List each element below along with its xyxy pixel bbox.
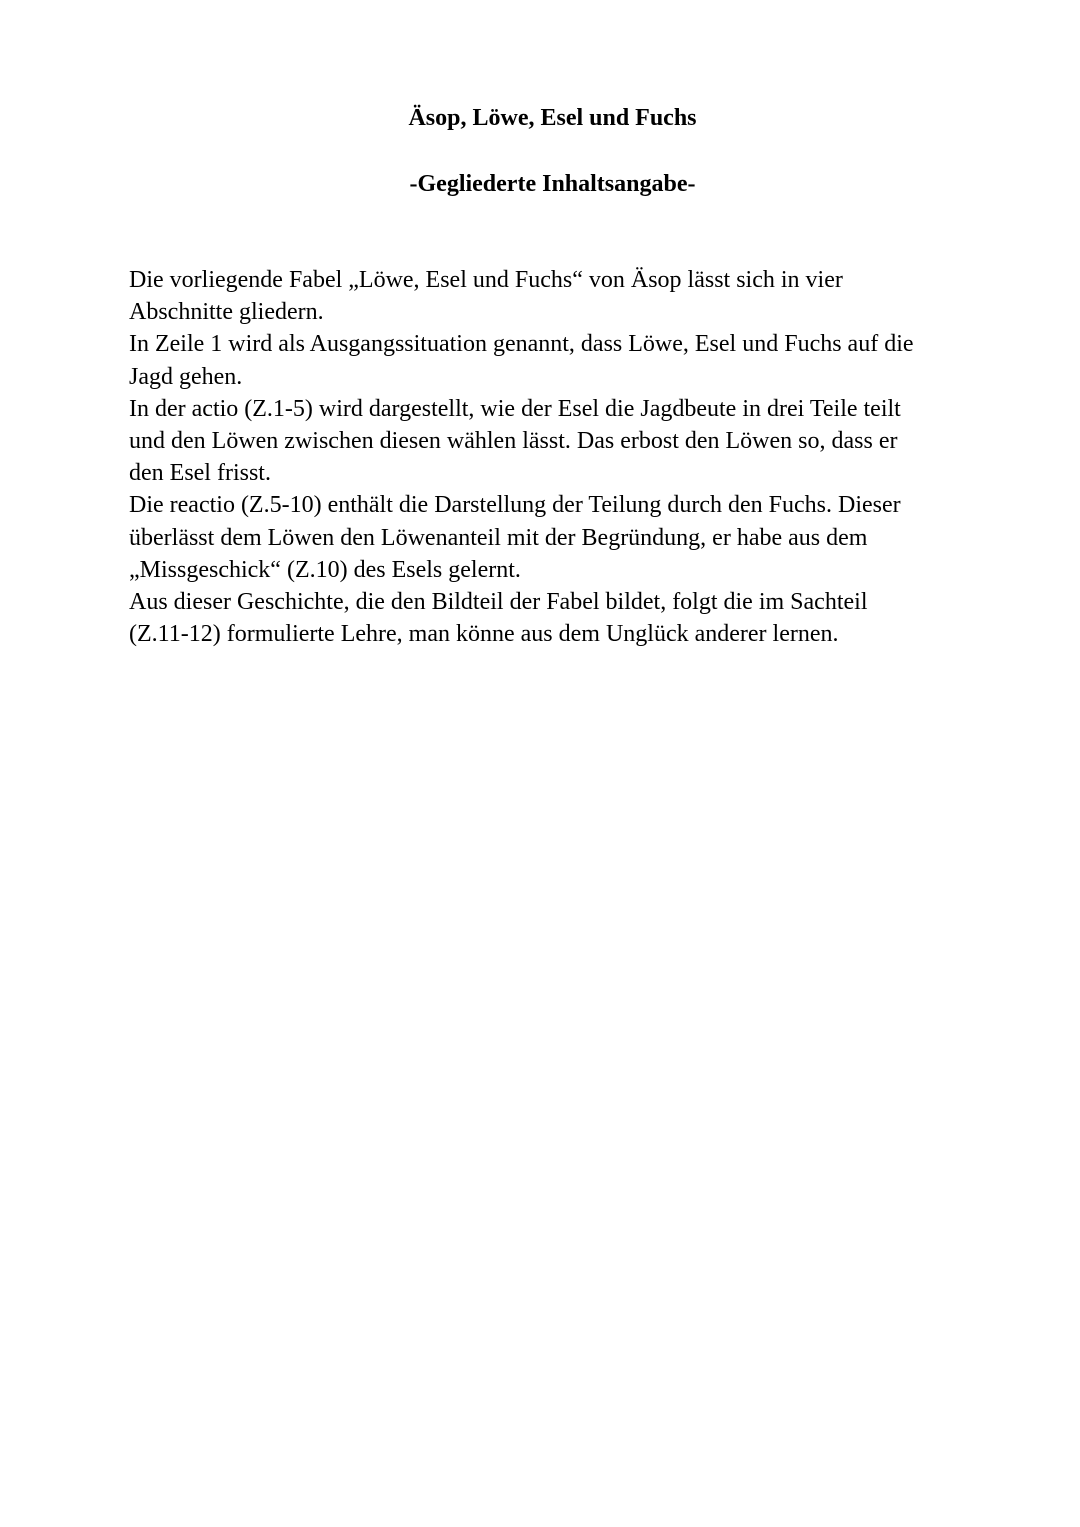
body-line: Die vorliegende Fabel „Löwe, Esel und Fuchs“ von Äsop lässt sich in vier [129, 267, 843, 293]
body-line: und den Löwen zwischen diesen wählen lässt. Das erbost den Löwen so, dass er [129, 427, 898, 454]
body-line: In Zeile 1 wird als Ausgangssituation genannt, dass Löwe, Esel und Fuchs auf die [129, 331, 914, 358]
body-line: Die reactio (Z.5-10) enthält die Darstellung der Teilung durch den Fuchs. Dieser [129, 492, 901, 519]
body-line: Jagd gehen. [129, 363, 243, 390]
body-line: „Missgeschick“ (Z.10) des Esels gelernt. [129, 556, 521, 583]
body-line: Aus dieser Geschichte, die den Bildteil der Fabel bildet, folgt die im Sachteil [129, 588, 868, 615]
body-line: Abschnitte gliedern. [129, 299, 324, 326]
document-title: Äsop, Löwe, Esel und Fuchs [408, 105, 697, 131]
body-line: In der actio (Z.1-5) wird dargestellt, wie der Esel die Jagdbeute in drei Teile teilt [129, 395, 901, 422]
body-line: überlässt dem Löwen den Löwenanteil mit der Begründung, er habe aus dem [129, 524, 868, 551]
body-text [129, 264, 979, 650]
body-line: (Z.11-12) formulierte Lehre, man könne aus dem Unglück anderer lernen. [129, 621, 839, 648]
body-line: den Esel frisst. [129, 460, 271, 487]
document-subtitle: -Gegliederte Inhaltsangabe- [409, 171, 696, 197]
